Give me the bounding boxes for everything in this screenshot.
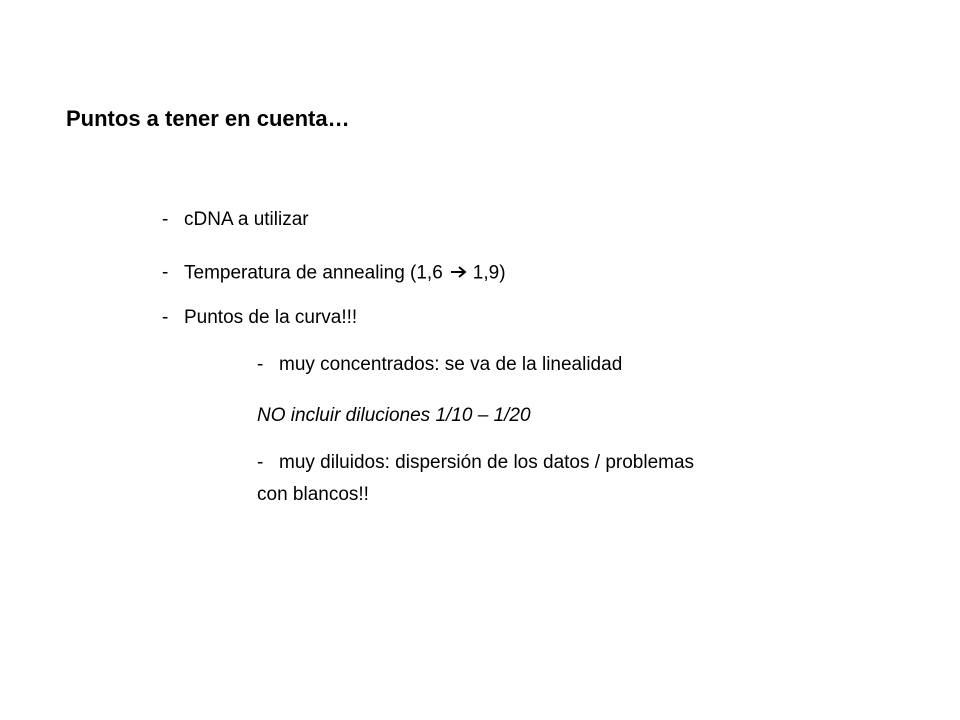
subbullet-diluidos: [257, 452, 694, 475]
bullet-text: cDNA a utilizar: [184, 209, 309, 230]
bullet-text-continued: 1,9): [472, 262, 506, 284]
bullet-text: muy diluidos: dispersión de los datos / problemas: [279, 452, 695, 473]
subbullet-diluidos-continued: con blancos!!: [257, 484, 369, 505]
note-no-incluir: NO incluir diluciones 1/10 – 1/20: [257, 405, 531, 426]
bullet-dash: -: [162, 307, 169, 328]
bullet-dash: -: [257, 354, 264, 375]
bullet-text: Puntos de la curva!!!: [184, 307, 358, 328]
bullet-temperatura: [162, 262, 506, 285]
bullet-text: muy concentrados: se va de la linealidad: [279, 354, 623, 375]
bullet-cdna: [162, 209, 309, 232]
bullet-dash: -: [162, 209, 169, 230]
bullet-text: Temperatura de annealing (1,6: [184, 262, 443, 284]
bullet-dash: -: [162, 262, 169, 284]
slide-title: Puntos a tener en cuenta…: [66, 106, 350, 131]
bullet-puntos: [162, 307, 357, 330]
subbullet-concentrados: [257, 354, 622, 377]
bullet-dash: -: [257, 452, 264, 473]
right-arrow-icon: [451, 262, 467, 285]
